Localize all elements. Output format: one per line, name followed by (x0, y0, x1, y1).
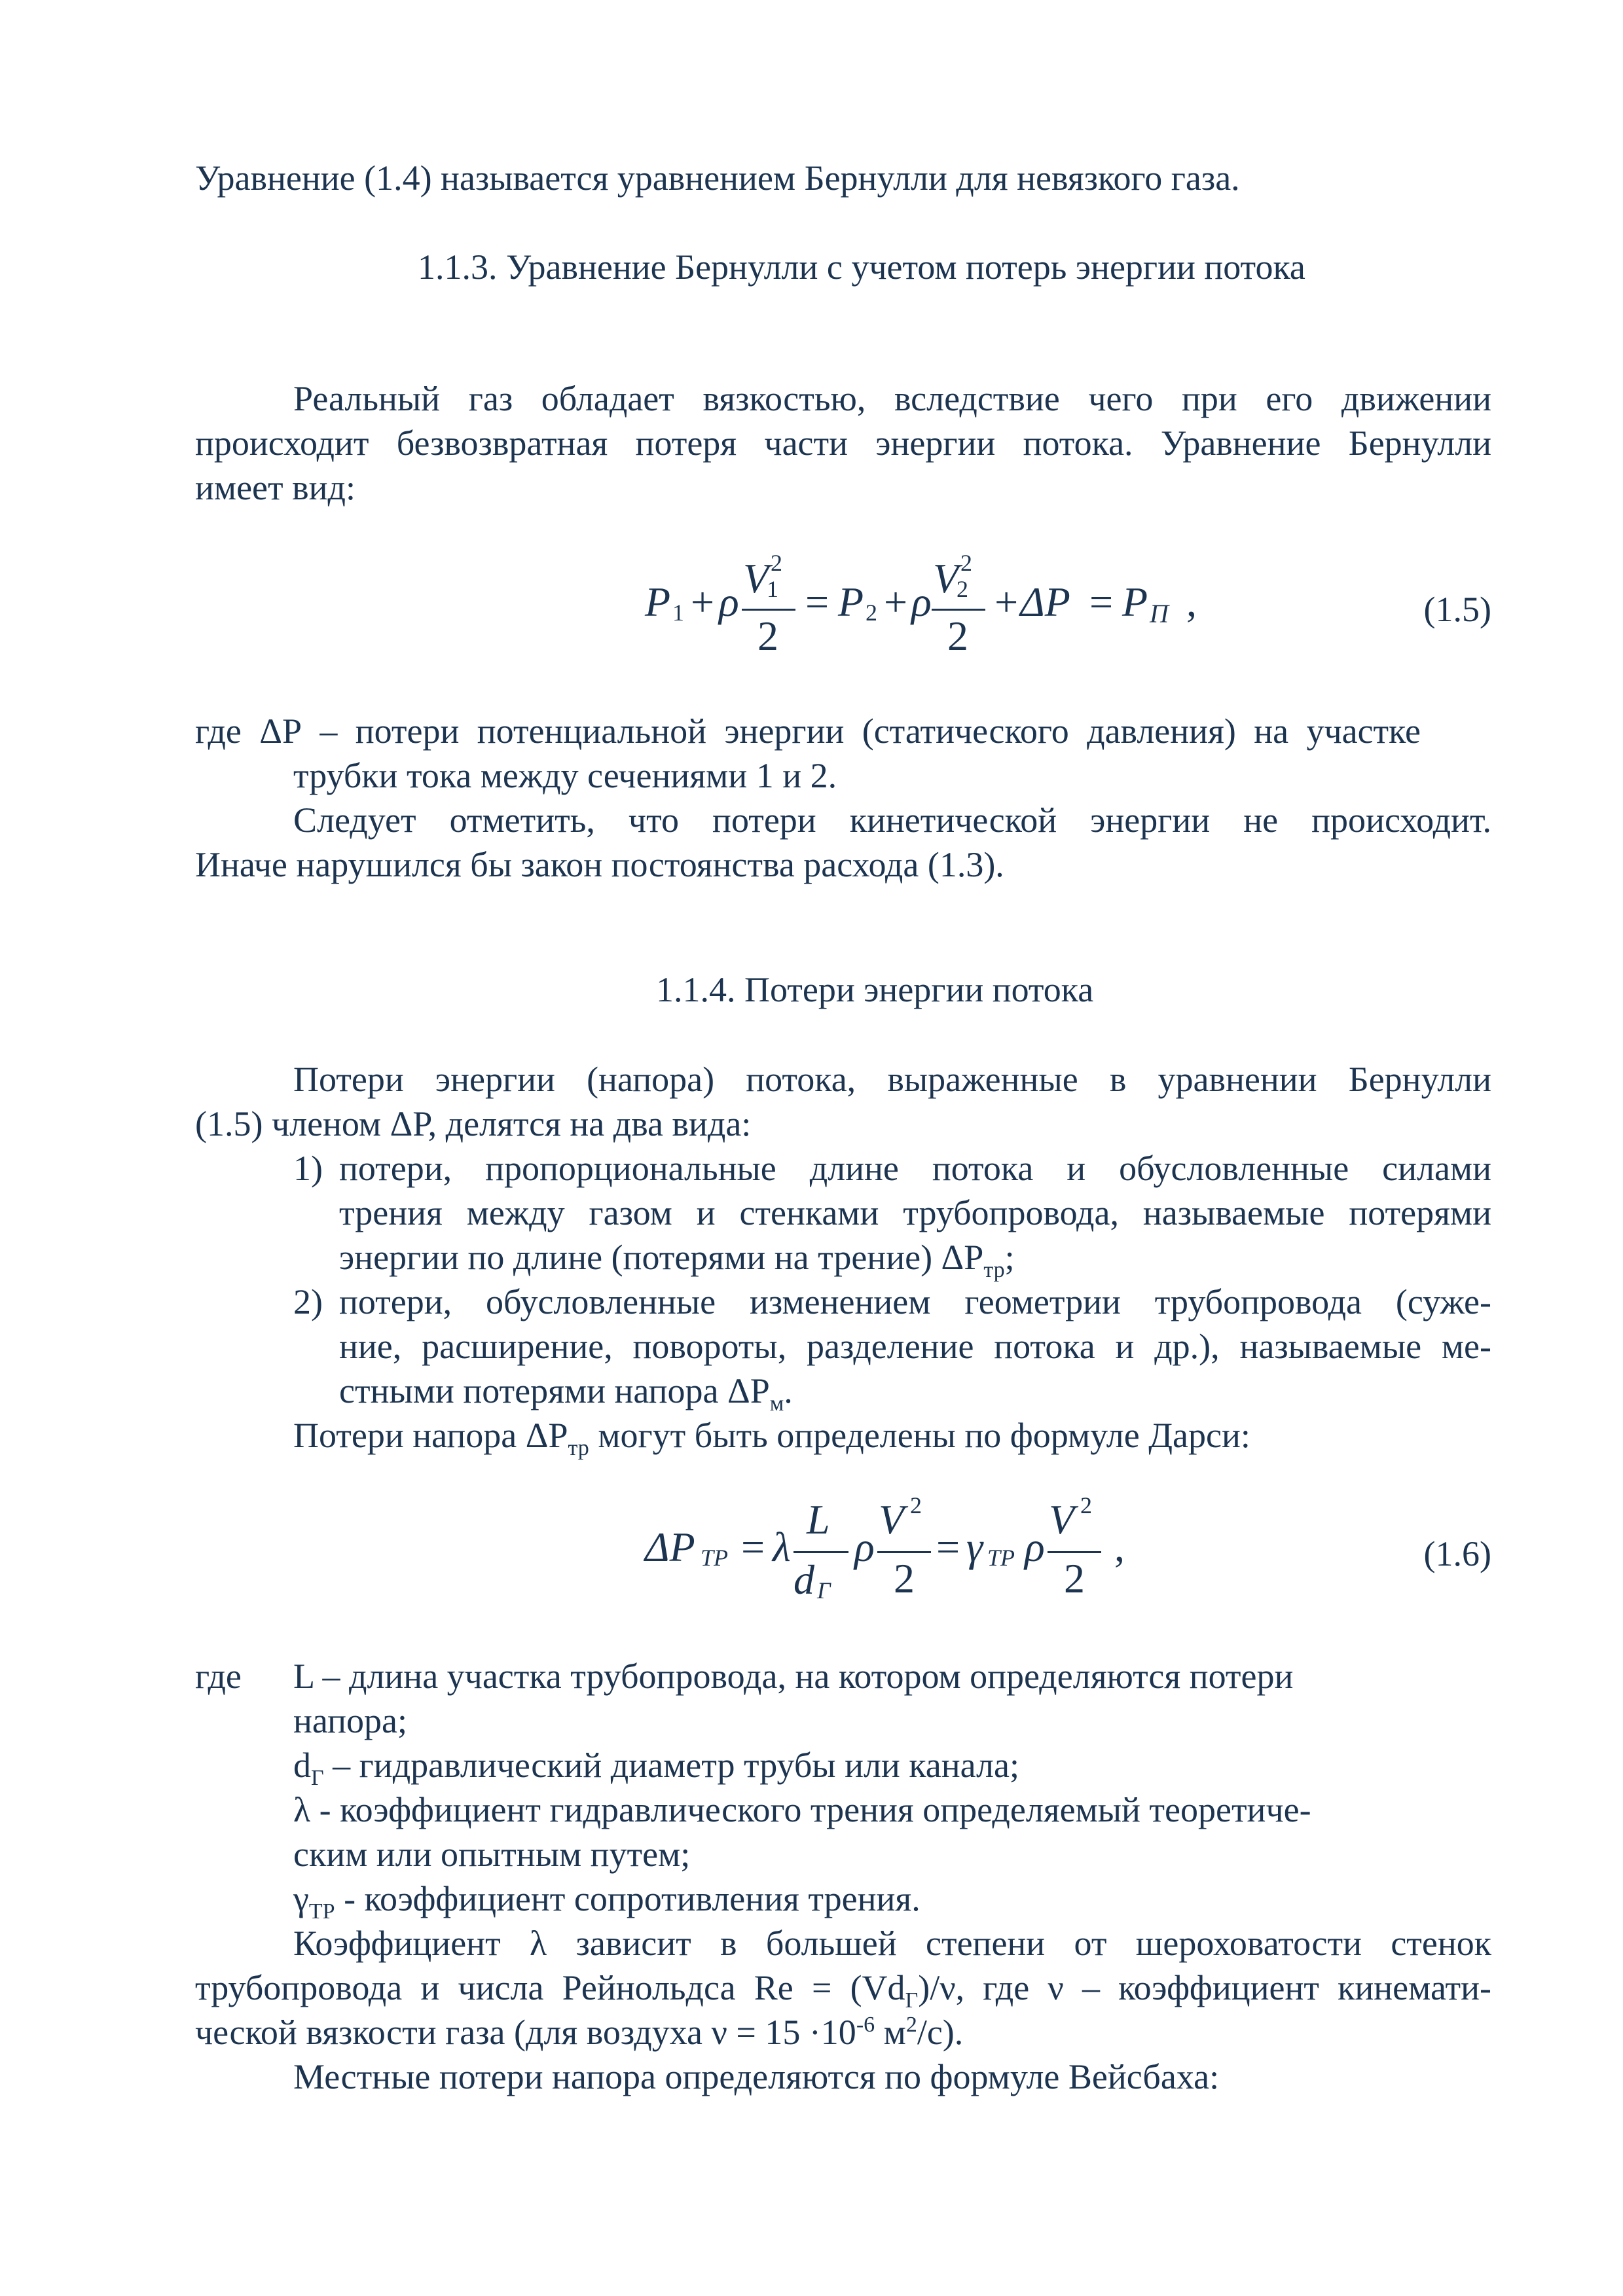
superscript: 2 (905, 2013, 917, 2037)
formula-symbol: 2 (757, 613, 778, 659)
formula-subscript: ТР (701, 1545, 729, 1571)
text-fragment: d (293, 1746, 311, 1785)
section-heading-1-1-3: 1.1.3. Уравнение Бернулли с учетом потерь энергии потока (418, 247, 1305, 287)
formula-symbol: = (1089, 579, 1114, 625)
subscript: м (769, 1391, 784, 1416)
formula-symbol: V (933, 555, 959, 601)
text-fragment: )/ν, где ν – коэффициент кинемати- (918, 1968, 1492, 2007)
text-fragment: ; (1004, 1238, 1015, 1277)
definition-line (293, 1876, 921, 1924)
paragraph-line (195, 1965, 1492, 2013)
definition-line: λ - коэффициент гидравлического трения определяемый теоретиче- (293, 1790, 1311, 1829)
paragraph-line: Реальный газ обладает вязкостью, вследствие чего при его движении (293, 379, 1491, 418)
list-number: 2) (293, 1282, 323, 1321)
definition-line: напора; (293, 1701, 408, 1740)
paragraph-line: Следует отметить, что потери кинетической энергии не происходит. (293, 800, 1491, 840)
paragraph-line: происходит безвозвратная потеря части энергии потока. Уравнение Бернулли (195, 423, 1491, 463)
text-fragment: – гидравлический диаметр трубы или канала; (323, 1746, 1019, 1785)
formula-symbol: , (1114, 1524, 1125, 1570)
formula-subscript: ТР (987, 1545, 1015, 1571)
definition-line: L – длина участка трубопровода, на котором определяются потери (293, 1657, 1294, 1696)
formula-superscript: 2 (1080, 1492, 1092, 1518)
formula-subscript: 1 (767, 576, 778, 602)
section-heading-1-1-4: 1.1.4. Потери энергии потока (656, 970, 1094, 1009)
fraction-bar (1048, 1551, 1101, 1553)
text-line: Уравнение (1.4) называется уравнением Бернулли для невязкого газа. (195, 158, 1240, 198)
formula-symbol: ρ (719, 579, 739, 625)
equation-number: (1.5) (1423, 590, 1491, 629)
formula-symbol: ρ (911, 579, 932, 625)
list-item-line: потери, пропорциональные длине потока и обусловленные силами (339, 1149, 1491, 1188)
list-item-line: ние, расширение, повороты, разделение потока и др.), называемые ме- (339, 1327, 1491, 1366)
text-fragment: могут быть определены по формуле Дарси: (589, 1416, 1250, 1455)
paragraph-line (293, 1413, 1250, 1458)
formula-symbol: ρ (1025, 1524, 1045, 1570)
fraction-bar (742, 609, 795, 611)
paragraph-line: Потери энергии (напора) потока, выраженные в уравнении Бернулли (293, 1060, 1491, 1099)
list-number: 1) (293, 1149, 323, 1188)
subscript: Г (905, 1988, 919, 2013)
definition-line: ским или опытным путем; (293, 1835, 691, 1874)
formula-symbol: = (805, 579, 830, 625)
formula-symbol: γ (966, 1524, 983, 1570)
subscript: тр (568, 1435, 589, 1460)
formula-symbol: = (936, 1524, 960, 1570)
formula-symbol: P (838, 579, 864, 625)
paragraph-line: где ΔР – потери потенциальной энергии (статического давления) на участке (195, 711, 1421, 751)
subscript: ТР (308, 1899, 335, 1924)
formula-symbol: = (741, 1524, 765, 1570)
formula-symbol: + (691, 579, 715, 625)
paragraph-line: Коэффициент λ зависит в большей степени от шероховатости стенок (293, 1924, 1491, 1963)
formula-subscript: П (1150, 599, 1169, 628)
text-fragment: - коэффициент сопротивления трения. (335, 1879, 921, 1918)
formula-subscript: 2 (957, 576, 968, 602)
paragraph-line: Местные потери напора определяются по формуле Вейсбаха: (293, 2057, 1220, 2096)
text-fragment: ческой вязкости газа (для воздуха ν = 15 ·10 (195, 2013, 856, 2052)
formula-symbol: V (743, 555, 769, 601)
formula-symbol: d (793, 1556, 814, 1603)
list-item-line: потери, обусловленные изменением геометрии трубопровода (суже- (339, 1282, 1491, 1321)
formula-subscript: Г (817, 1577, 831, 1604)
fraction-bar (793, 1551, 848, 1553)
formula-symbol: , (1186, 579, 1197, 625)
formula-symbol: + (884, 579, 908, 625)
formula-symbol: 2 (947, 613, 968, 659)
list-item-line (339, 1235, 1015, 1280)
fraction-bar (932, 609, 985, 611)
formula-symbol: ΔP (645, 1524, 695, 1570)
text-fragment: стными потерями напора ΔР (339, 1371, 770, 1410)
formula-superscript: 2 (910, 1492, 922, 1518)
formula-symbol: ρ (854, 1524, 875, 1570)
formula-superscript: 2 (771, 550, 782, 576)
formula-subscript: 2 (866, 600, 877, 626)
paragraph-line (195, 2010, 963, 2054)
paragraph-line: трубки тока между сечениями 1 и 2. (293, 756, 837, 795)
text-fragment: м (875, 2013, 906, 2052)
text-fragment: . (784, 1371, 793, 1410)
text-fragment: энергии по длине (потерями на трение) ΔР (339, 1238, 984, 1277)
list-item-line: трения между газом и стенками трубопровода, называемые потерями (339, 1193, 1491, 1232)
list-item-line (339, 1369, 793, 1416)
text-fragment: Потери напора ΔР (293, 1416, 568, 1455)
formula-symbol: P (1122, 579, 1148, 625)
paragraph-line: (1.5) членом ΔР, делятся на два вида: (195, 1104, 752, 1143)
formula-superscript: 2 (960, 550, 972, 576)
subscript: тр (983, 1257, 1005, 1282)
text-fragment: γ (293, 1879, 309, 1918)
superscript: -6 (856, 2013, 875, 2037)
text-fragment: трубопровода и числа Рейнольдса Re = (Vd (195, 1968, 905, 2007)
definition-line (293, 1743, 1019, 1790)
where-label: где (195, 1657, 242, 1696)
formula-symbol: +ΔP (992, 579, 1070, 625)
equation-number: (1.6) (1423, 1534, 1491, 1573)
formula-symbol: P (645, 579, 671, 625)
formula-subscript: 1 (672, 600, 684, 626)
formula-symbol: 2 (894, 1555, 915, 1602)
formula-symbol: V (879, 1496, 905, 1543)
paragraph-line: имеет вид: (195, 468, 356, 507)
formula-symbol: L (807, 1496, 830, 1543)
paragraph-line: Иначе нарушился бы закон постоянства расхода (1.3). (195, 845, 1004, 884)
formula-symbol: 2 (1064, 1555, 1085, 1602)
formula-symbol: λ (773, 1524, 791, 1570)
subscript: Г (311, 1765, 324, 1790)
formula-symbol: V (1049, 1496, 1075, 1543)
text-fragment: /с). (917, 2013, 964, 2052)
fraction-bar (877, 1551, 931, 1553)
